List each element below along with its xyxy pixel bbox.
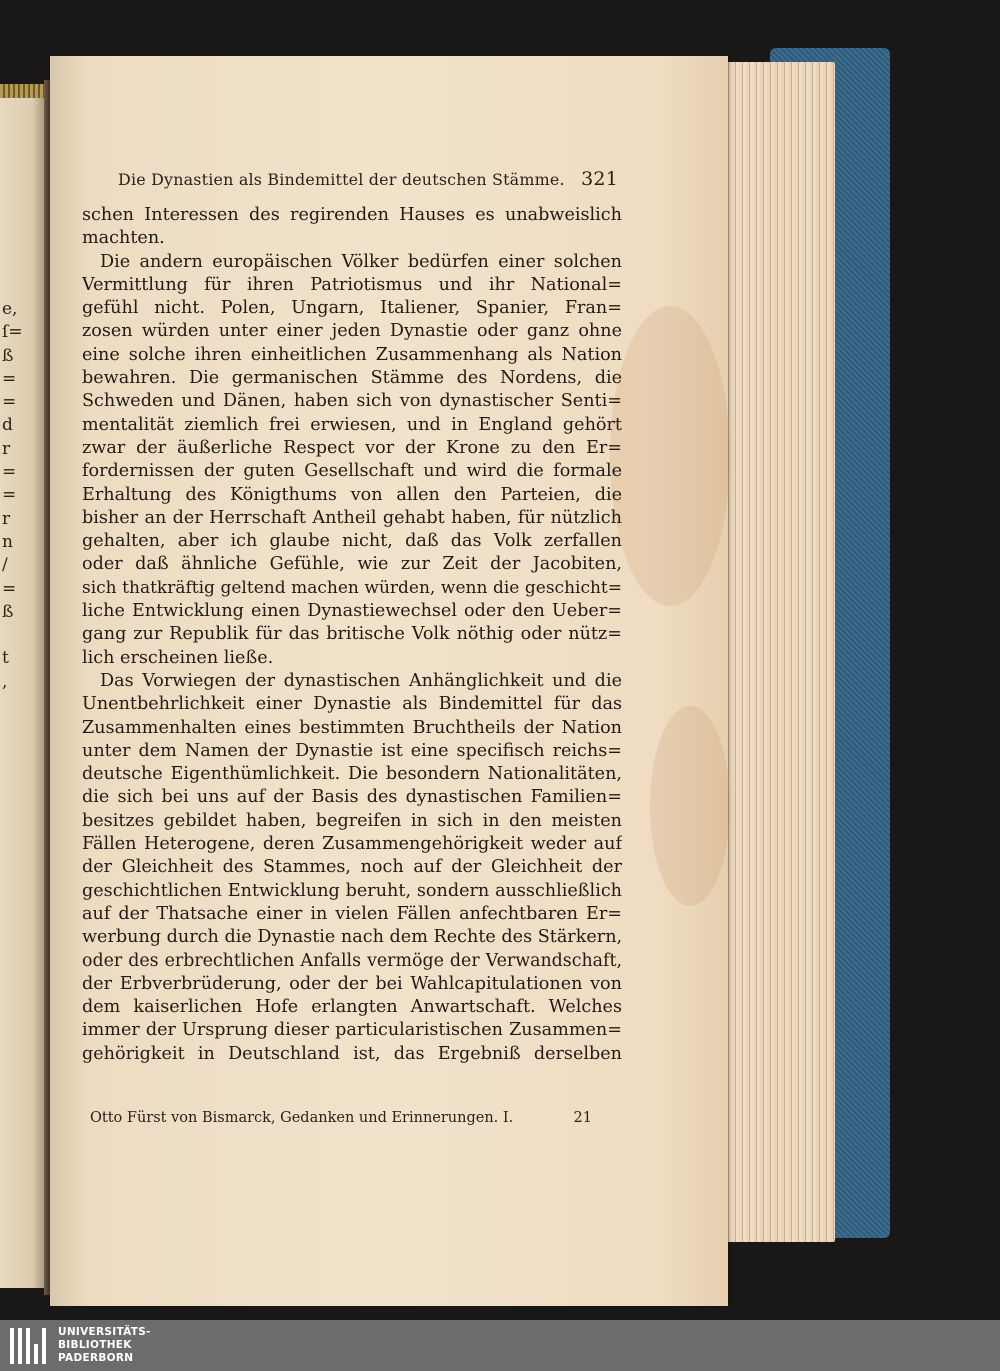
text-line: zosen würden unter einer jeden Dynastie oder ganz ohne: [82, 321, 622, 342]
left-page-fragment: [0, 88, 46, 1288]
text-line: liche Entwicklung einen Dynastiewechsel oder den Ueber=: [82, 601, 622, 622]
text-line: lich erscheinen ließe.: [82, 647, 274, 668]
text-line: bisher an der Herrschaft Antheil gehabt haben, für nützlich: [82, 507, 622, 528]
text-line: geschichtlichen Entwicklung beruht, sondern ausschließlich: [82, 880, 622, 901]
library-logo-text: [58, 1326, 151, 1365]
logo-line-1: UNIVERSITÄTS-: [58, 1326, 151, 1338]
left-page-mark: ,: [2, 671, 8, 692]
text-line: gehalten, aber ich glaube nicht, daß das Volk zerfallen: [82, 531, 622, 552]
text-line: schen Interessen des regirenden Hauses es unabweislich: [82, 205, 622, 225]
text-line: gehörigkeit in Deutschland ist, das Ergebniß derselben: [82, 1043, 622, 1064]
text-line: gefühl nicht. Polen, Ungarn, Italiener, Spanier, Fran=: [82, 298, 622, 319]
left-page-mark: ß: [2, 601, 14, 622]
text-line: Das Vorwiegen der dynastischen Anhänglichkeit und die: [100, 670, 622, 691]
text-line: deutsche Eigenthümlichkeit. Die besondern Nationalitäten,: [82, 764, 622, 785]
page-block-edge: [725, 62, 835, 1242]
left-page-mark: r: [2, 508, 11, 529]
left-page-mark: t: [2, 648, 9, 669]
library-logo-icon: [10, 1328, 46, 1364]
text-line: oder des erbrechtlichen Anfalls vermöge der Verwandschaft,: [82, 950, 622, 971]
signature-mark: 21: [573, 1110, 592, 1126]
running-head: [118, 168, 618, 196]
left-page-mark: =: [2, 368, 17, 389]
left-page-marks: [2, 298, 42, 694]
left-page-mark: [2, 624, 42, 647]
left-page-mark: e,: [2, 299, 18, 319]
footer-title: Otto Fürst von Bismarck, Gedanken und Erinnerungen. I.: [90, 1110, 514, 1126]
running-head-title: Die Dynastien als Bindemittel der deutschen Stämme.: [118, 170, 565, 189]
text-line: machten.: [82, 228, 165, 249]
text-line: zwar der äußerliche Respect vor der Krone zu den Er=: [82, 437, 622, 458]
left-page-mark: ſ=: [2, 322, 23, 343]
text-line: mentalität ziemlich frei erwiesen, und in England gehört: [82, 414, 622, 435]
text-line: Zusammenhalten eines bestimmten Bruchtheils der Nation: [82, 717, 622, 738]
text-line: immer der Ursprung dieser particularistischen Zusammen=: [82, 1020, 622, 1041]
text-line: Unentbehrlichkeit einer Dynastie als Bindemittel für das: [82, 694, 622, 715]
left-page-mark: d: [2, 415, 13, 436]
left-page-mark: n: [2, 531, 13, 552]
logo-line-2: BIBLIOTHEK: [58, 1339, 132, 1351]
text-line: fordernissen der guten Gesellschaft und wird die formale: [82, 461, 622, 482]
body-text: [82, 204, 622, 1066]
left-page-gilt-edge: [0, 84, 48, 98]
text-line: besitzes gebildet haben, begreifen in sich in den meisten: [82, 810, 622, 831]
page-footer: [90, 1110, 610, 1134]
text-line: der Gleichheit des Stammes, noch auf der Gleichheit der: [82, 857, 622, 878]
page-number: 321: [581, 168, 618, 190]
text-line: der Erbverbrüderung, oder der bei Wahlcapitulationen von: [82, 973, 622, 994]
text-line: bewahren. Die germanischen Stämme des Nordens, die: [82, 368, 622, 389]
left-page-mark: =: [2, 392, 17, 413]
left-page-mark: =: [2, 578, 17, 599]
left-page-mark: =: [2, 462, 17, 483]
left-page-mark: =: [2, 485, 17, 506]
text-line: gang zur Republik für das britische Volk nöthig oder nütz=: [82, 624, 622, 645]
text-line: Die andern europäischen Völker bedürfen einer solchen: [100, 251, 622, 272]
library-bar: [0, 1320, 1000, 1371]
text-line: eine solche ihren einheitlichen Zusammenhang als Nation: [82, 344, 622, 365]
text-line: Vermittlung für ihren Patriotismus und ihr National=: [82, 274, 622, 295]
text-line: werbung durch die Dynastie nach dem Rechte des Stärkern,: [82, 927, 622, 948]
text-line: oder daß ähnliche Gefühle, wie zur Zeit der Jacobiten,: [82, 554, 622, 575]
left-page-mark: ß: [2, 345, 14, 366]
text-line: Fällen Heterogene, deren Zusammengehörigkeit weder auf: [82, 834, 622, 855]
text-line: sich thatkräftig geltend machen würden, wenn die geschicht=: [82, 577, 622, 598]
text-line: auf der Thatsache einer in vielen Fällen anfechtbaren Er=: [82, 903, 622, 924]
text-line: die sich bei uns auf der Basis des dynastischen Familien=: [82, 787, 622, 808]
left-page-mark: r: [2, 438, 11, 459]
left-page-mark: /: [2, 555, 8, 576]
text-line: dem kaiserlichen Hofe erlangten Anwartschaft. Welches: [82, 997, 622, 1018]
text-line: Schweden und Dänen, haben sich von dynastischer Senti=: [82, 391, 622, 412]
text-line: Erhaltung des Königthums von allen den Parteien, die: [82, 484, 622, 505]
text-line: unter dem Namen der Dynastie ist eine specifisch reichs=: [82, 740, 622, 761]
logo-line-3: PADERBORN: [58, 1352, 134, 1364]
